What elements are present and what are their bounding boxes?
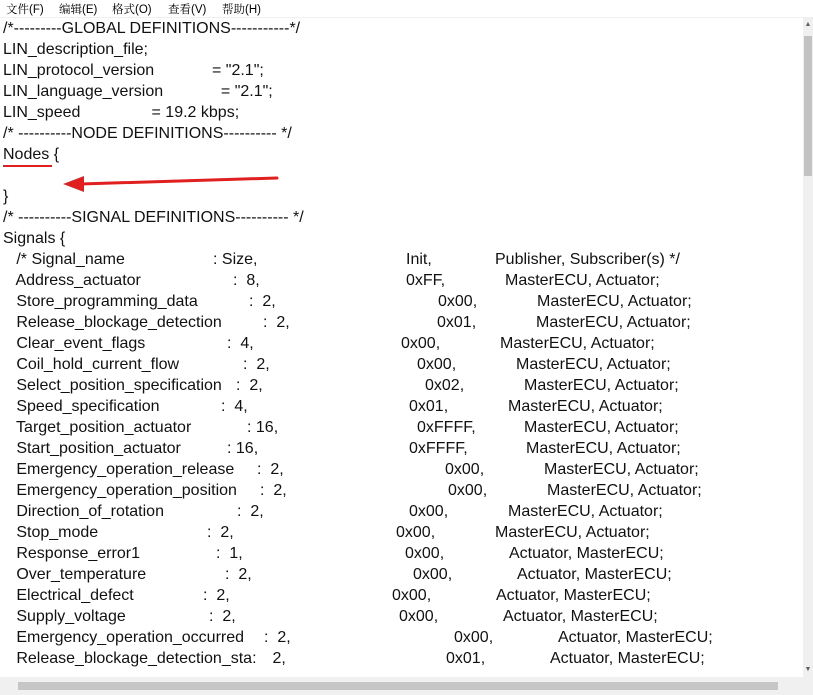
text-line: LIN_speed = 19.2 kbps;	[3, 104, 240, 121]
signal-publisher: MasterECU, Actuator;	[495, 524, 650, 541]
comment-global: /*---------GLOBAL DEFINITIONS-----------*/	[3, 20, 301, 37]
text-line: LIN_protocol_version = "2.1";	[3, 62, 264, 79]
menu-view[interactable]: 查看(V)	[168, 4, 207, 16]
scroll-corner	[803, 677, 813, 695]
comment-node: /* ----------NODE DEFINITIONS---------- */	[3, 125, 292, 142]
signal-publisher: Publisher, Subscriber(s) */	[495, 251, 680, 268]
signal-size: : 16,	[227, 440, 259, 457]
signal-row	[3, 627, 803, 648]
signal-name: Emergency_operation_occurred	[3, 629, 245, 646]
signal-size: : 2,	[207, 524, 234, 541]
signal-name: Over_temperature	[3, 566, 147, 583]
comment-signal: /* ----------SIGNAL DEFINITIONS---------- */	[3, 209, 304, 226]
signal-row	[3, 291, 803, 312]
signal-size: : 8,	[233, 272, 260, 289]
signal-name: Coil_hold_current_flow	[3, 356, 180, 373]
signal-row	[3, 249, 803, 270]
signal-publisher: MasterECU, Actuator;	[547, 482, 702, 499]
vertical-scrollbar[interactable]	[803, 18, 813, 677]
signal-row	[3, 312, 803, 333]
signal-size: : 1,	[216, 545, 243, 562]
signal-publisher: Actuator, MasterECU;	[509, 545, 664, 562]
menu-file[interactable]: 文件(F)	[6, 4, 44, 16]
signal-init: 0xFF,	[406, 272, 446, 289]
signal-name: Release_blockage_detection_sta:	[3, 650, 257, 667]
signal-size: : 2,	[225, 566, 252, 583]
scroll-up-icon[interactable]: ▲	[804, 21, 812, 28]
signal-name: /* Signal_name	[3, 251, 125, 268]
signal-publisher: MasterECU, Actuator;	[526, 440, 681, 457]
signal-name: Clear_event_flags	[3, 335, 146, 352]
signal-name: Direction_of_rotation	[3, 503, 164, 520]
signal-size: : 2,	[237, 503, 264, 520]
signal-publisher: MasterECU, Actuator;	[508, 398, 663, 415]
signal-init: 0x00,	[438, 293, 478, 310]
signal-name: Store_programming_data	[3, 293, 198, 310]
text-editor[interactable]	[0, 18, 803, 695]
signal-name: Emergency_operation_position	[3, 482, 237, 499]
text-line: LIN_description_file;	[3, 41, 148, 58]
signal-size: : 2,	[263, 314, 290, 331]
signal-name: Speed_specification	[3, 398, 160, 415]
signal-init: 0x00,	[445, 461, 485, 478]
h-scroll-thumb[interactable]	[18, 682, 778, 690]
menu-bar	[0, 0, 813, 18]
signal-name: Address_actuator	[3, 272, 141, 289]
signal-init: 0x00,	[392, 587, 432, 604]
signal-init: 0x00,	[396, 524, 436, 541]
signal-publisher: MasterECU, Actuator;	[505, 272, 660, 289]
signal-name: Stop_mode	[3, 524, 99, 541]
signal-init: 0x01,	[446, 650, 486, 667]
signal-init: 0x00,	[401, 335, 441, 352]
signal-row	[3, 333, 803, 354]
scroll-down-icon[interactable]: ▼	[804, 666, 812, 673]
signal-size: : 16,	[247, 419, 279, 436]
signal-size: 2,	[268, 650, 286, 667]
text-line: }	[3, 188, 9, 205]
signal-publisher: Actuator, MasterECU;	[517, 566, 672, 583]
signals-line: Signals {	[3, 230, 66, 247]
signal-init: 0x01,	[437, 314, 477, 331]
signal-name: Start_position_actuator	[3, 440, 181, 457]
signal-size: : Size,	[213, 251, 258, 268]
signal-size: : 4,	[227, 335, 254, 352]
signal-size: : 2,	[243, 356, 270, 373]
signal-name: Select_position_specification	[3, 377, 222, 394]
signal-size: : 2,	[260, 482, 287, 499]
signal-publisher: MasterECU, Actuator;	[508, 503, 663, 520]
menu-edit[interactable]: 编辑(E)	[59, 4, 98, 16]
signal-init: 0x02,	[425, 377, 465, 394]
signal-publisher: Actuator, MasterECU;	[550, 650, 705, 667]
signal-init: 0xFFFF,	[409, 440, 468, 457]
signal-size: : 2,	[203, 587, 230, 604]
signal-row	[3, 270, 803, 291]
text-line: LIN_language_version = "2.1";	[3, 83, 273, 100]
signal-size: : 2,	[264, 629, 291, 646]
signal-publisher: Actuator, MasterECU;	[496, 587, 651, 604]
signal-name: Target_position_actuator	[3, 419, 192, 436]
signal-init: Init,	[406, 251, 432, 268]
signal-init: 0x00,	[413, 566, 453, 583]
signal-init: 0x00,	[409, 503, 449, 520]
signal-publisher: MasterECU, Actuator;	[516, 356, 671, 373]
scroll-thumb[interactable]	[804, 36, 812, 176]
signal-row	[3, 585, 803, 606]
signal-init: 0x00,	[448, 482, 488, 499]
signal-row	[3, 396, 803, 417]
signal-row	[3, 543, 803, 564]
signal-row	[3, 501, 803, 522]
signal-size: : 2,	[209, 608, 236, 625]
signal-row	[3, 480, 803, 501]
signal-init: 0x00,	[405, 545, 445, 562]
signal-publisher: Actuator, MasterECU;	[558, 629, 713, 646]
signal-name: Supply_voltage	[3, 608, 126, 625]
signal-publisher: MasterECU, Actuator;	[544, 461, 699, 478]
signal-row	[3, 459, 803, 480]
signal-init: 0x00,	[417, 356, 457, 373]
signal-name: Response_error1	[3, 545, 140, 562]
signal-row	[3, 648, 803, 669]
signal-row	[3, 438, 803, 459]
signal-row	[3, 606, 803, 627]
signal-init: 0x01,	[409, 398, 449, 415]
signal-row	[3, 354, 803, 375]
signal-name: Release_blockage_detection	[3, 314, 222, 331]
horizontal-scrollbar[interactable]	[0, 677, 803, 695]
signal-publisher: MasterECU, Actuator;	[536, 314, 691, 331]
menu-format[interactable]: 格式(O)	[112, 4, 152, 16]
signal-size: : 2,	[249, 293, 276, 310]
signal-size: : 2,	[236, 377, 263, 394]
signal-publisher: MasterECU, Actuator;	[537, 293, 692, 310]
signal-publisher: MasterECU, Actuator;	[524, 419, 679, 436]
signal-init: 0x00,	[454, 629, 494, 646]
signal-name: Emergency_operation_release	[3, 461, 235, 478]
nodes-line: Nodes {	[3, 146, 60, 163]
signal-size: : 2,	[257, 461, 284, 478]
menu-help[interactable]: 帮助(H)	[222, 4, 261, 16]
signal-publisher: Actuator, MasterECU;	[503, 608, 658, 625]
signal-publisher: MasterECU, Actuator;	[500, 335, 655, 352]
signal-size: : 4,	[221, 398, 248, 415]
signal-row	[3, 417, 803, 438]
signal-publisher: MasterECU, Actuator;	[524, 377, 679, 394]
signal-row	[3, 564, 803, 585]
signal-name: Electrical_defect	[3, 587, 134, 604]
signal-init: 0x00,	[399, 608, 439, 625]
signal-row	[3, 375, 803, 396]
signal-row	[3, 522, 803, 543]
signal-init: 0xFFFF,	[417, 419, 476, 436]
